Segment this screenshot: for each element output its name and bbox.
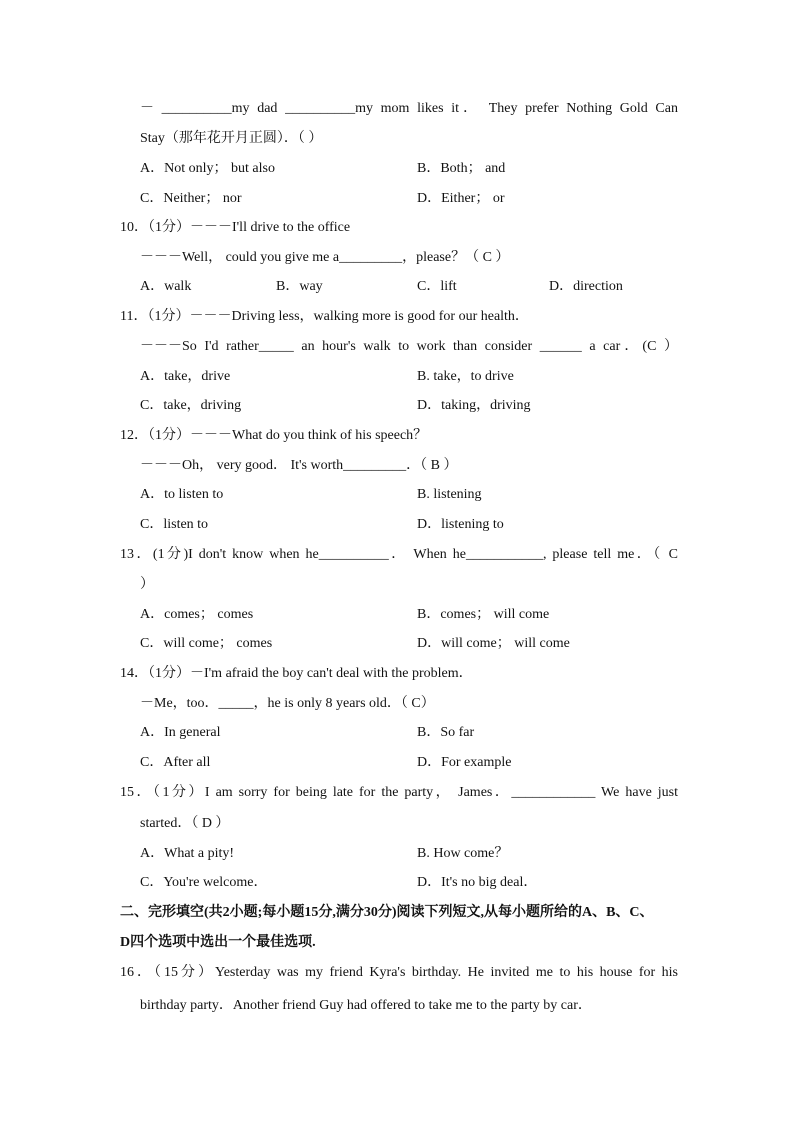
q10-stem-line1: 10．（1分）－－－I'll drive to the office xyxy=(120,220,351,235)
q13-option-d: D．will come； will come xyxy=(417,636,570,651)
q15-stem-line1: 15．（1分）I am sorry for being late for the party， James．____________ We have just xyxy=(120,785,678,800)
section2-heading-line2: D四个选项中选出一个最佳选项. xyxy=(120,935,316,950)
q13-option-a: A．comes； comes xyxy=(140,607,254,622)
q11-option-a: A．take，drive xyxy=(140,369,231,384)
q9-option-d: D．Either； or xyxy=(417,191,505,206)
q14-option-c: C．After all xyxy=(140,755,211,770)
q11-option-b: B. take，to drive xyxy=(417,369,514,384)
q12-option-c: C．listen to xyxy=(140,517,209,532)
q10-option-a: A．walk xyxy=(140,279,192,294)
q16-passage-line1: 16．（15分）Yesterday was my friend Kyra's birthday. He invited me to his house for his xyxy=(120,965,678,980)
q14-stem-line2: －Me，too．_____，he is only 8 years old．（ C） xyxy=(140,696,435,711)
q10-option-c: C．lift xyxy=(417,279,457,294)
q9-option-b: B．Both； and xyxy=(417,161,506,176)
q10-stem-line2: －－－Well， could you give me a_________，please？（ C ） xyxy=(140,250,510,265)
q13-option-b: B．comes； will come xyxy=(417,607,550,622)
q15-option-b: B. How come？ xyxy=(417,846,509,861)
q14-option-d: D．For example xyxy=(417,755,512,770)
q15-option-d: D．It's no big deal． xyxy=(417,875,538,890)
q12-option-d: D．listening to xyxy=(417,517,504,532)
q13-stem-line2: ） xyxy=(140,577,154,592)
q10-option-b: B．way xyxy=(276,279,323,294)
section2-heading-line1: 二、完形填空(共2小题;每小题15分,满分30分)阅读下列短文,从每小题所给的A、B、C、 xyxy=(120,905,654,920)
q16-passage-line2: birthday party．Another friend Guy had offered to take me to the party by car． xyxy=(140,998,592,1013)
q12-option-a: A．to listen to xyxy=(140,487,224,502)
q9-stem-line1: － __________my dad __________my mom likes it． They prefer Nothing Gold Can xyxy=(140,101,678,116)
q13-option-c: C．will come； comes xyxy=(140,636,273,651)
q13-stem-line1: 13．(1分)I don't know when he__________． When he___________, please tell me．（ C xyxy=(120,547,678,562)
q11-stem-line1: 11．（1分）－－－Driving less，walking more is good for our health． xyxy=(120,309,529,324)
q9-option-a: A．Not only； but also xyxy=(140,161,275,176)
q10-option-d: D．direction xyxy=(549,279,623,294)
q14-option-a: A．In general xyxy=(140,725,221,740)
q15-option-a: A．What a pity! xyxy=(140,846,235,861)
q14-stem-line1: 14．（1分）－I'm afraid the boy can't deal with the problem． xyxy=(120,666,473,681)
q15-stem-line2: started．（ D ） xyxy=(140,816,230,831)
q12-stem-line2: －－－Oh， very good． It's worth_________．（ B ） xyxy=(140,458,458,473)
q15-option-c: C．You're welcome． xyxy=(140,875,268,890)
q9-stem-line2: Stay（那年花开月正圆）．（ ） xyxy=(140,131,323,146)
q11-stem-line2: －－－So I'd rather_____ an hour's walk to work than consider ______ a car．(C ） xyxy=(140,339,678,354)
q11-option-d: D．taking，driving xyxy=(417,398,531,413)
q14-option-b: B．So far xyxy=(417,725,475,740)
q12-stem-line1: 12．（1分）－－－What do you think of his speech？ xyxy=(120,428,428,443)
q11-option-c: C．take，driving xyxy=(140,398,242,413)
q9-option-c: C．Neither； nor xyxy=(140,191,242,206)
q12-option-b: B. listening xyxy=(417,487,482,502)
